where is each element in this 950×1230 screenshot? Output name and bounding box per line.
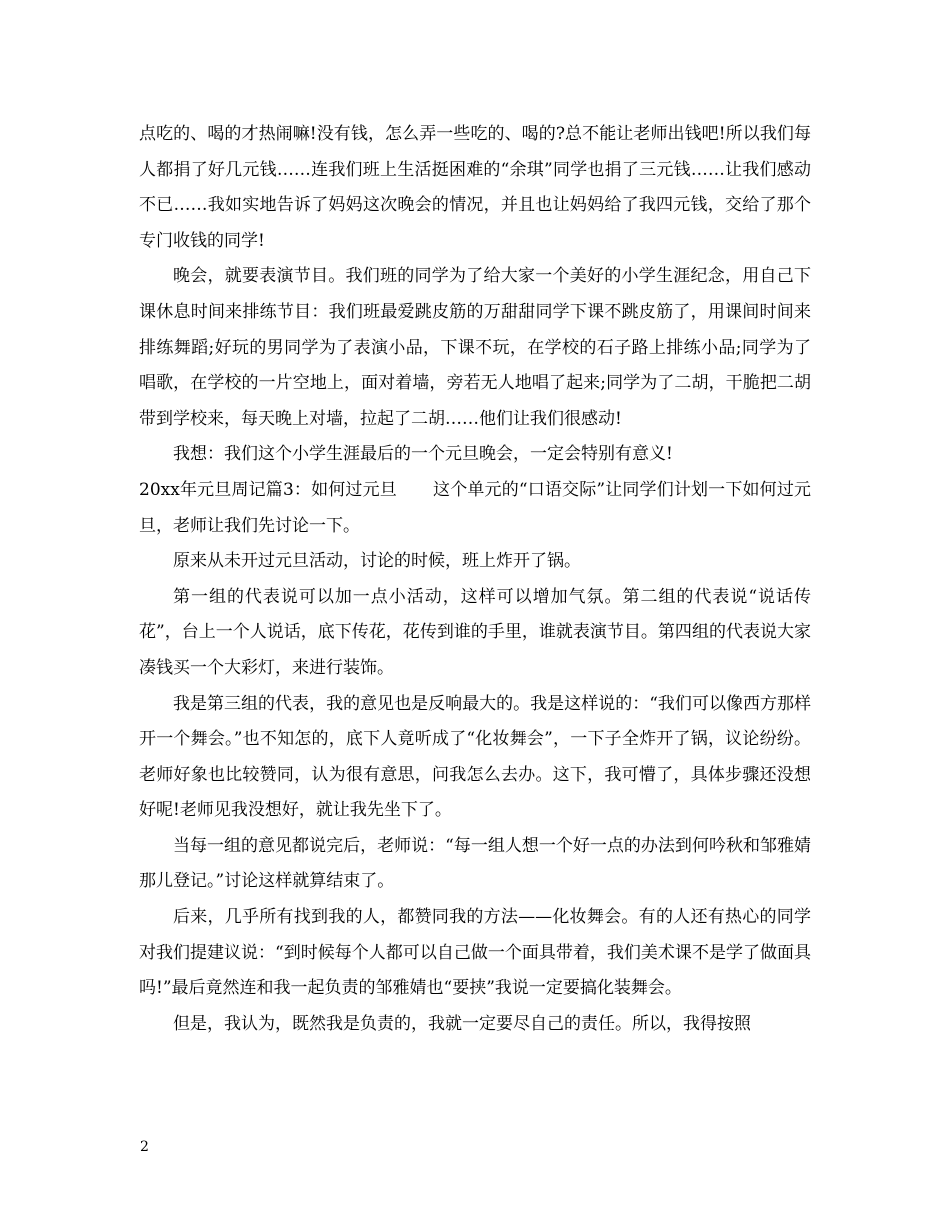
paragraph-6: 我是第三组的代表，我的意见也是反响最大的。我是这样说的：“我们可以像西方那样开一个舞会。”也不知怎的，底下人竟听成了“化妆舞会”，一下子全炸开了锅，议论纷纷。老师好象也比较赞同，认为很有意思，问我怎么去办。这下，我可懵了，具体步骤还没想好呢!老师见我没想好，就让我先坐下了。 [139,693,811,821]
document-body [139,117,811,1042]
paragraph-7: 当每一组的意见都说完后，老师说：“每一组人想一个好一点的办法到何吟秋和邹雅婧那儿登记。”讨论这样就算结束了。 [139,835,811,892]
section-intro: 这个单元的“口语交际”让同学们计划一下如何过元旦，老师让我们先讨论一下。 [139,479,811,536]
paragraph-8: 后来，几乎所有找到我的人，都赞同我的方法——化妆舞会。有的人还有热心的同学对我们提建议说：“到时候每个人都可以自己做一个面具带着，我们美术课不是学了做面具吗!”最后竟然连和我一起负责的邹雅婧也“要挟”我说一定要搞化装舞会。 [139,907,811,999]
paragraph-5: 第一组的代表说可以加一点小活动，这样可以增加气氛。第二组的代表说“说话传花”，台上一个人说话，底下传花，花传到谁的手里，谁就表演节目。第四组的代表说大家凑钱买一个大彩灯，来进行装饰。 [139,586,811,678]
paragraph-1: 点吃的、喝的才热闹嘛!没有钱，怎么弄一些吃的、喝的?总不能让老师出钱吧!所以我们每人都捐了好几元钱……连我们班上生活挺困难的“余琪”同学也捐了三元钱……让我们感动不已……我如实地告诉了妈妈这次晚会的情况，并且也让妈妈给了我四元钱，交给了那个专门收钱的同学! [139,124,811,251]
paragraph-9: 但是，我认为，既然我是负责的，我就一定要尽自己的责任。所以，我得按照 [173,1013,751,1034]
section-heading-paragraph [139,473,811,544]
page-number: 2 [140,1139,149,1155]
paragraph-2: 晚会，就要表演节目。我们班的同学为了给大家一个美好的小学生涯纪念，用自己下课休息时间来排练节目：我们班最爱跳皮筋的万甜甜同学下课不跳皮筋了，用课间时间来排练舞蹈;好玩的男同学为了表演小品，下课不玩，在学校的石子路上排练小品;同学为了唱歌，在学校的一片空地上，面对着墙，旁若无人地唱了起来;同学为了二胡，干脆把二胡带到学校来，每天晚上对墙，拉起了二胡……他们让我们很感动! [139,266,811,429]
paragraph-3: 我想：我们这个小学生涯最后的一个元旦晚会，一定会特别有意义! [173,444,673,465]
paragraph-4: 原来从未开过元旦活动，讨论的时候，班上炸开了锅。 [173,551,581,572]
section-title: 20xx年元旦周记篇3：如何过元旦 [139,479,397,500]
